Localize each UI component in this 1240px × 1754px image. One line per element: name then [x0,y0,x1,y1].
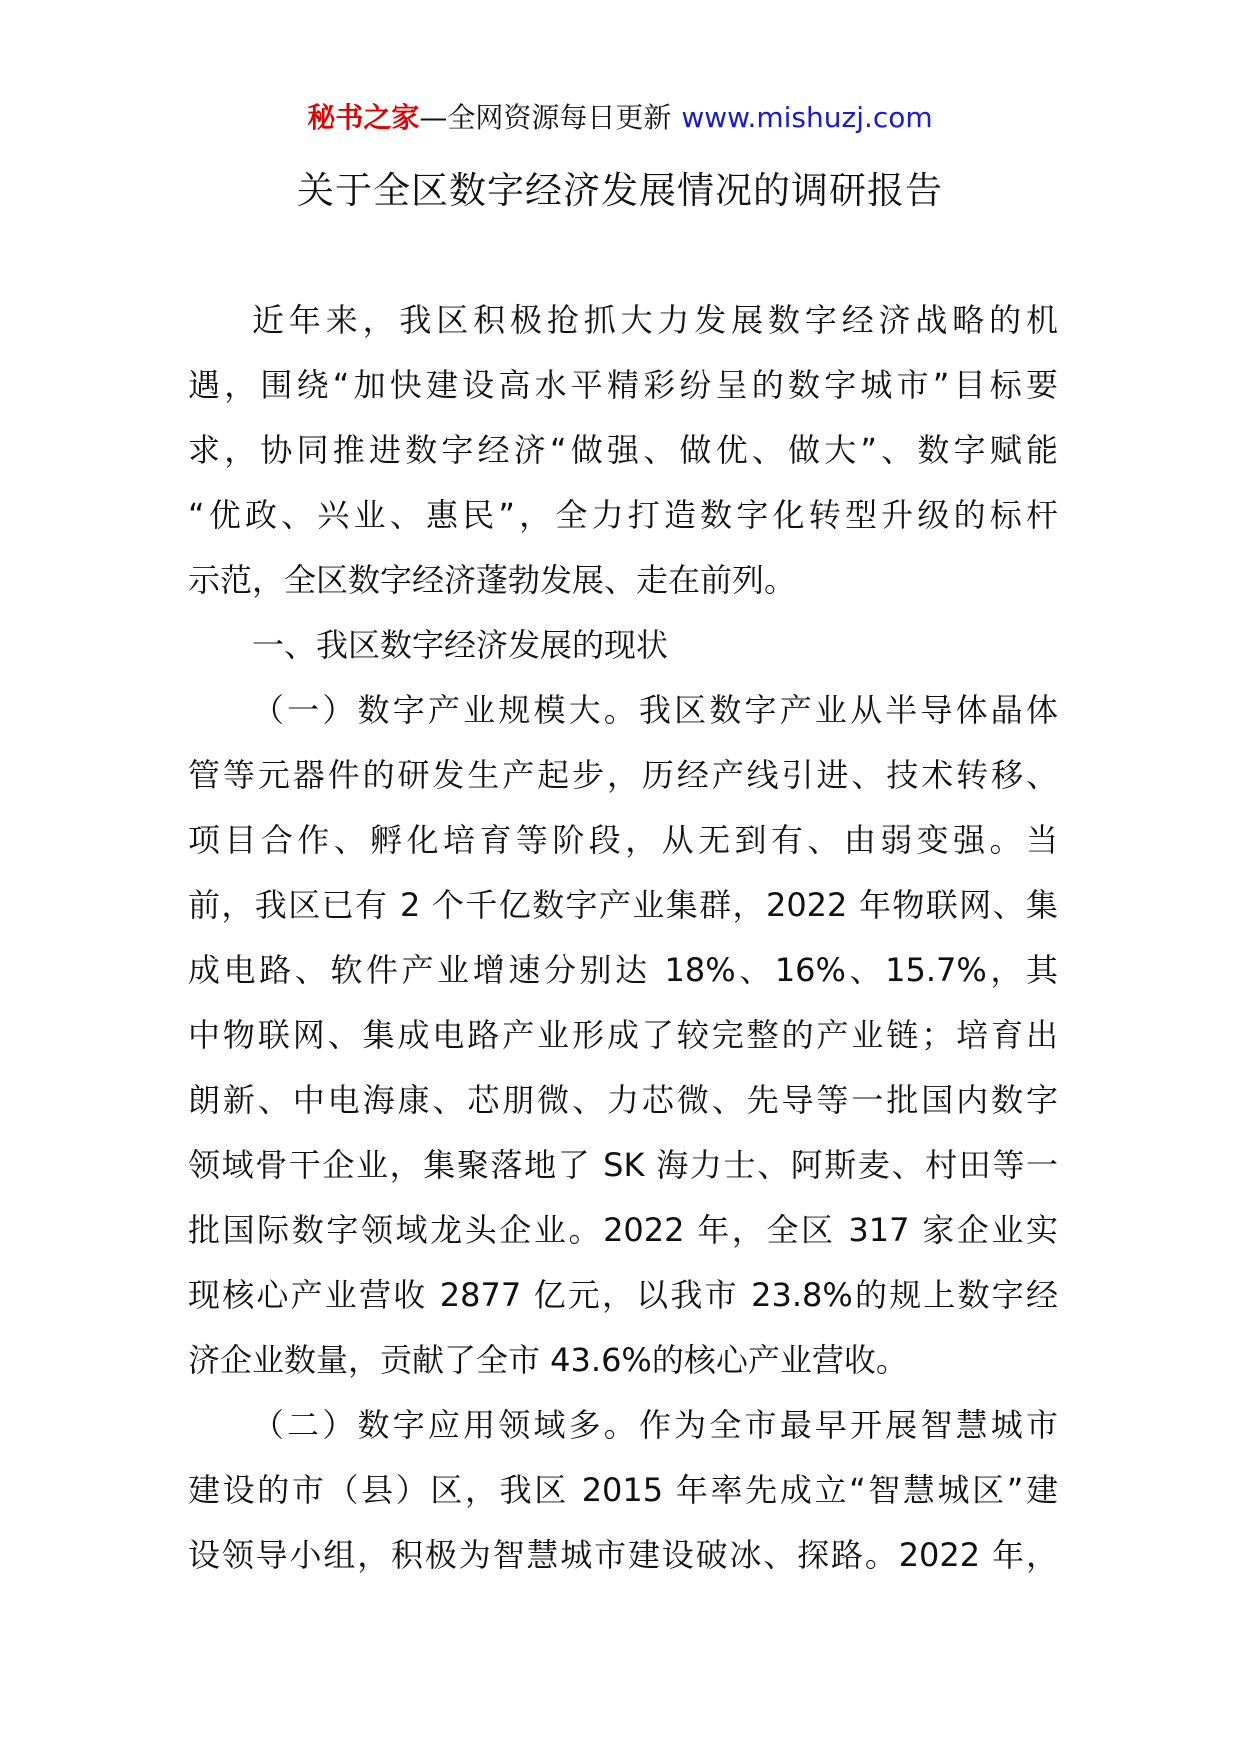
text-line: 项目合作、孵化培育等阶段，从无到有、由弱变强。当 [188,821,1058,859]
text-line: 成电路、软件产业增速分别达 18%、16%、15.7%，其 [188,951,1058,989]
text-line: 中物联网、集成电路产业形成了较完整的产业链；培育出 [188,1016,1058,1054]
text-line: 求，协同推进数字经济“做强、做优、做大”、数字赋能 [188,431,1058,469]
section-heading: 一、我区数字经济发展的现状 [252,626,669,664]
document-body [188,288,1058,1588]
text-line: 遇，围绕“加快建设高水平精彩纷呈的数字城市”目标要 [188,366,1058,404]
document-title: 关于全区数字经济发展情况的调研报告 [297,169,943,212]
brand-name: 秘书之家 [307,101,420,134]
text-line: 前，我区已有 2 个千亿数字产业集群，2022 年物联网、集 [188,886,1058,924]
header-tagline: —全网资源每日更新 [419,101,672,134]
text-line: 管等元器件的研发生产起步，历经产线引进、技术转移、 [188,756,1058,794]
text-line: 现核心产业营收 2877 亿元，以我市 23.8%的规上数字经 [188,1276,1058,1314]
text-line: 设领导小组，积极为智慧城市建设破冰、探路。2022 年， [188,1536,1058,1574]
text-line: 批国际数字领域龙头企业。2022 年，全区 317 家企业实 [188,1211,1058,1249]
text-line: （二）数字应用领域多。作为全市最早开展智慧城市 [252,1406,1058,1444]
text-line: “优政、兴业、惠民”，全力打造数字化转型升级的标杆 [188,496,1058,534]
text-line: 领域骨干企业，集聚落地了 SK 海力士、阿斯麦、村田等一 [188,1146,1058,1184]
text-line: （一）数字产业规模大。我区数字产业从半导体晶体 [252,691,1058,729]
text-line: 近年来，我区积极抢抓大力发展数字经济战略的机 [252,301,1058,339]
text-line: 朗新、中电海康、芯朋微、力芯微、先导等一批国内数字 [188,1081,1058,1119]
text-line: 示范，全区数字经济蓬勃发展、走在前列。 [188,561,797,599]
site-header [0,98,1240,138]
site-url-link[interactable]: www.mishuzj.com [681,101,933,134]
text-line: 建设的市（县）区，我区 2015 年率先成立“智慧城区”建 [188,1471,1058,1509]
text-line: 济企业数量，贡献了全市 43.6%的核心产业营收。 [188,1341,908,1379]
